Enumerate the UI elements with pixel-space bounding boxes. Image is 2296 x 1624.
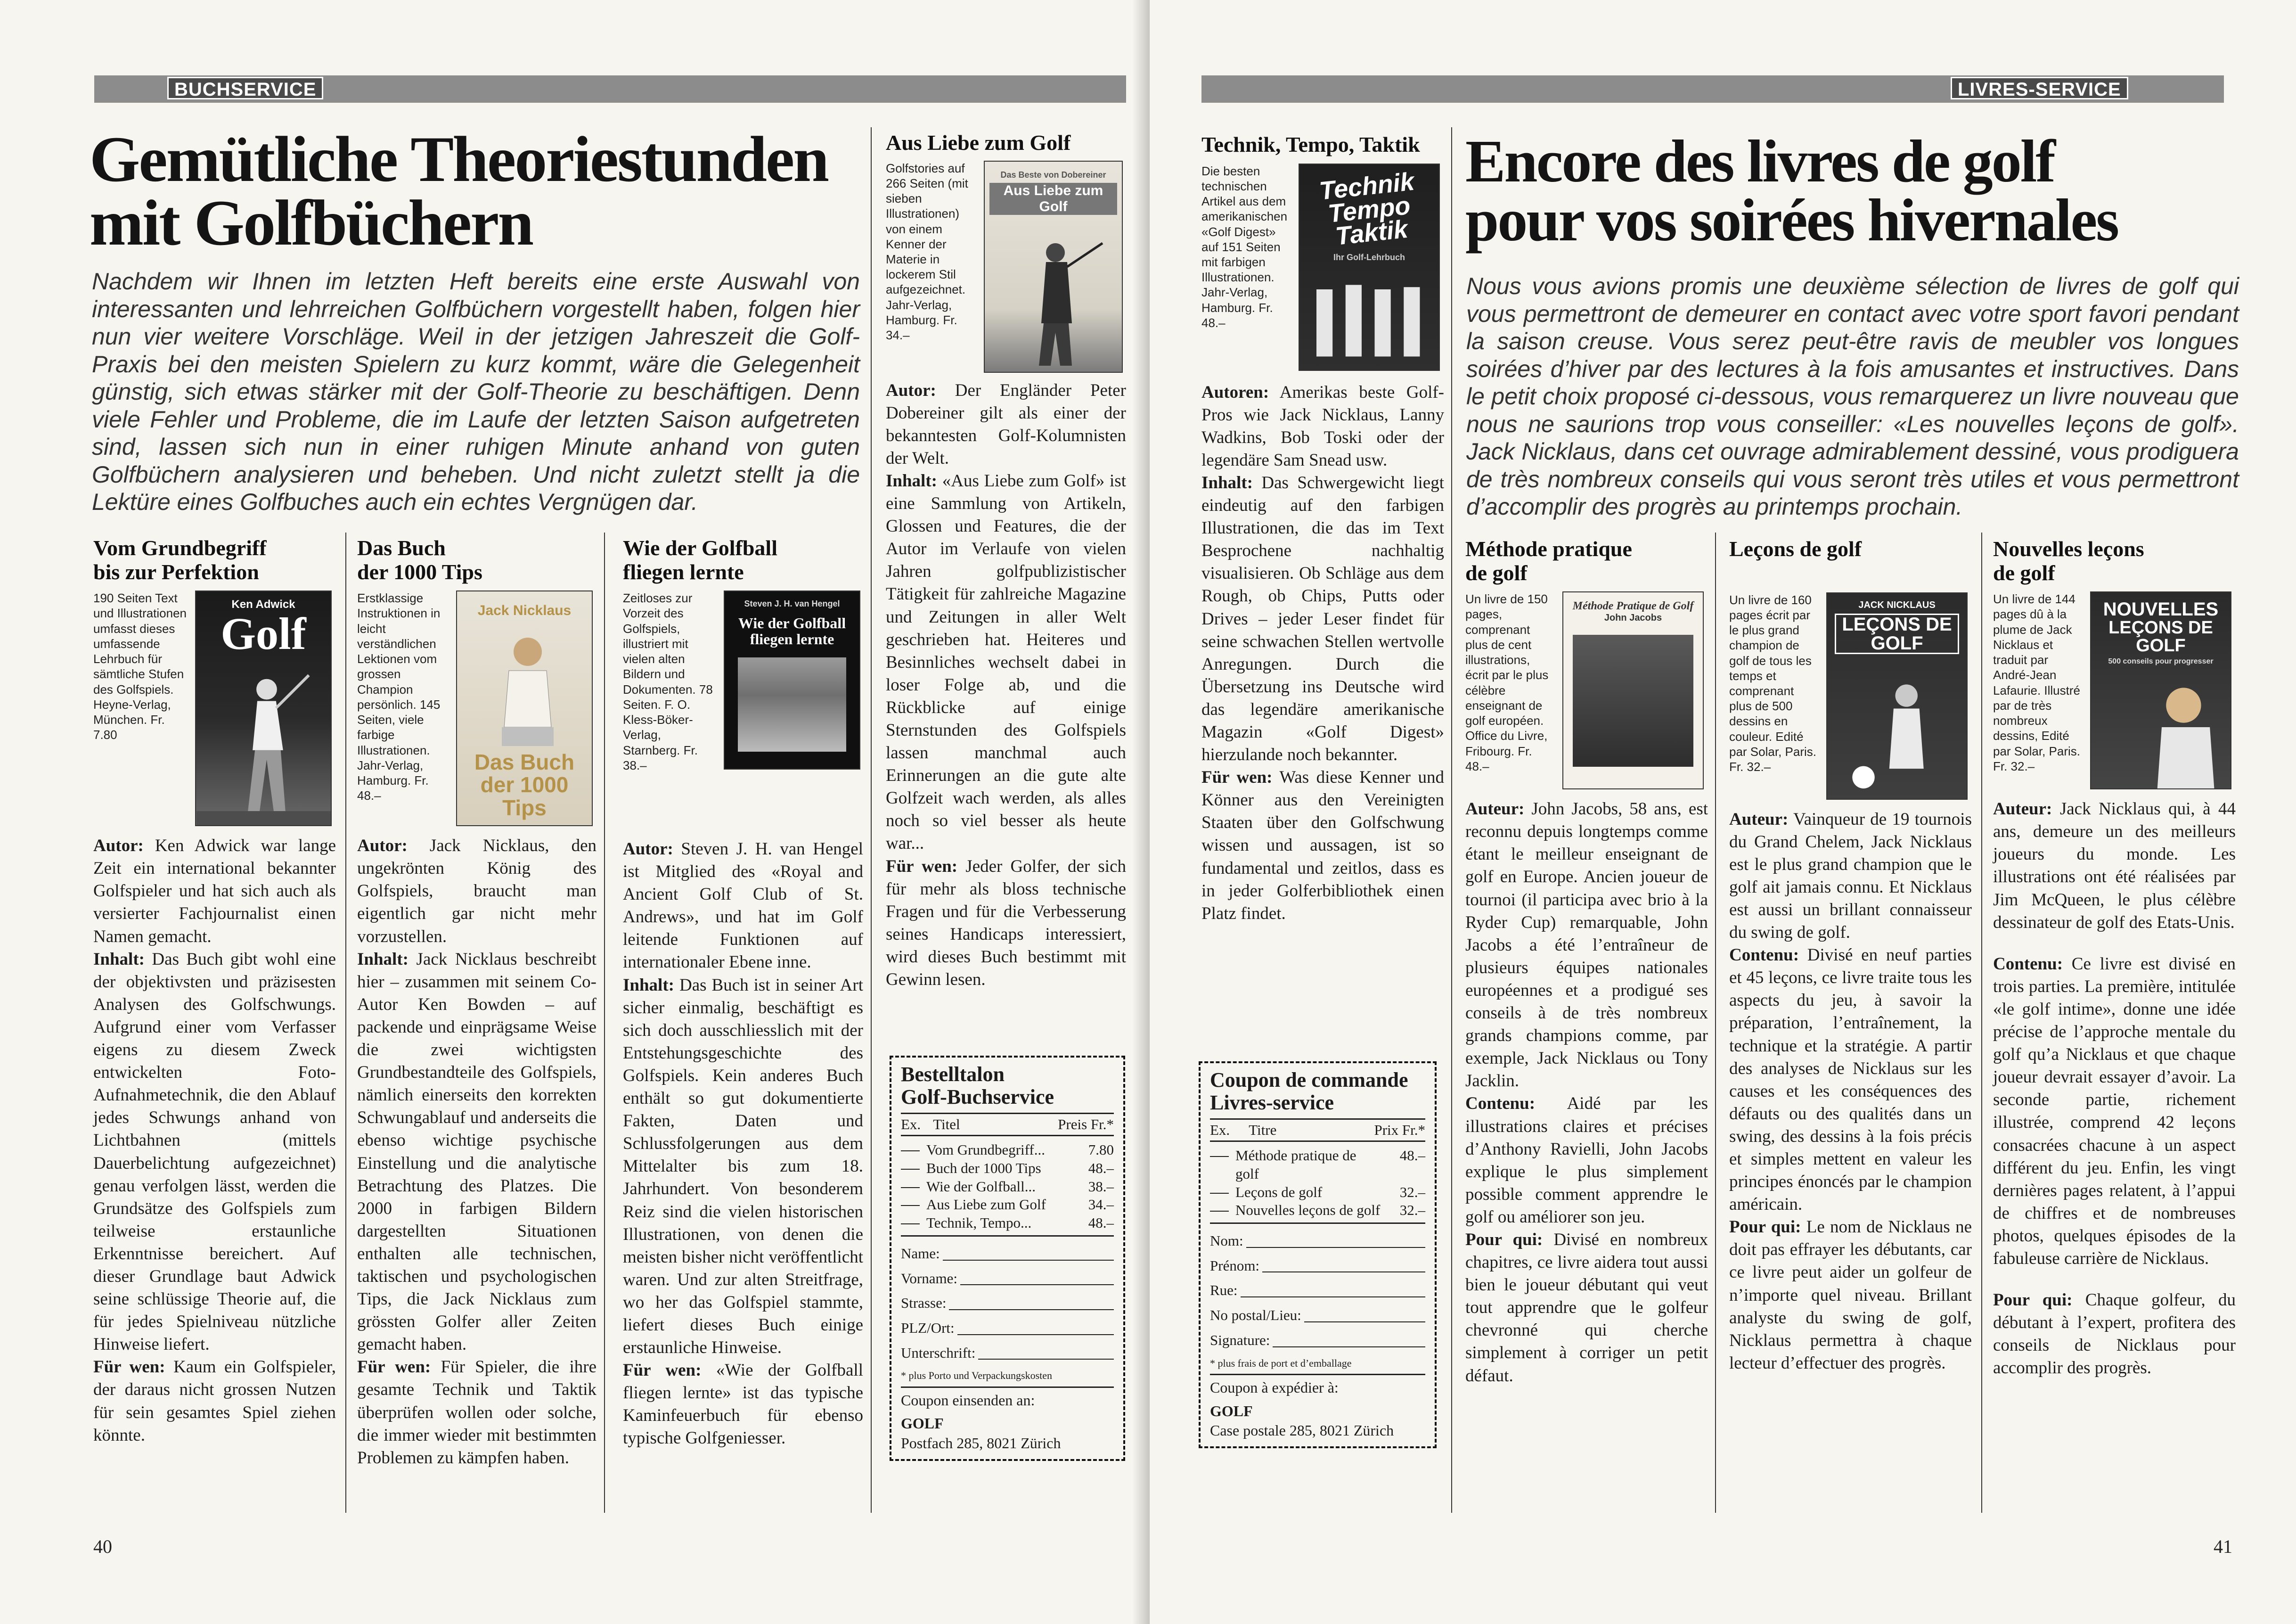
first-name-field[interactable]: Prénom: bbox=[1210, 1254, 1425, 1279]
coupon-item[interactable]: Technik, Tempo... 48.– bbox=[901, 1214, 1114, 1237]
book-caption: Un livre de 150 pages, comprenant plus de cent illustrations, écrit par le plus célèbre enseignant de golf européen. Office du Livre, Fribourg. Fr. 48.– bbox=[1465, 592, 1549, 773]
coupon-address: Postfach 285, 8021 Zürich bbox=[901, 1435, 1061, 1452]
book-title: Vom Grundbegriff bis zur Perfektion bbox=[93, 536, 267, 584]
golfer-illustration bbox=[1827, 657, 1968, 799]
name-field[interactable]: Name: bbox=[901, 1241, 1114, 1266]
column-rule bbox=[871, 127, 872, 1513]
book-title: Technik, Tempo, Taktik bbox=[1201, 132, 1420, 156]
book-cover: Technik Tempo Taktik Ihr Golf-Lehrbuch bbox=[1299, 164, 1440, 371]
book-title: Méthode pratique de golf bbox=[1465, 537, 1632, 585]
signature-field[interactable]: Signature: bbox=[1210, 1328, 1425, 1353]
book-caption: Erstklassige Instruktionen in leicht verständlichen Lektionen vom grossen Champion persönlich. 145 Seiten, viele farbige Illustrationen. Jahr-Verlag, Hamburg. Fr. 48.– bbox=[357, 591, 441, 803]
golfer-illustration bbox=[985, 215, 1123, 370]
book-text: Auteur: Vainqueur de 19 tournois du Grand Chelem, Jack Nicklaus est le plus grand champion que le golf ait jamais connu. Et Nicklaus est aussi un brillant connaisseur du swing de golf. Contenu: Divisé en neuf parties et 45 leçons, ce livre traite tous les aspects du jeu, à savoir la préparation, l’entraînement, la technique et la stratégie. A partir des analyses de Nicklaus sur les causes et les conséquences des défauts ou des qualités dans un swing, des dessins à la fois précis et simples mettent en valeur les principes énoncés par le champion américain. Pour qui: Le nom de Nicklaus ne doit pas effrayer les débutants, car ce livre peut aider un golfeur de n’importe quel niveau. Brillant analyste du swing de golf, Nicklaus permettra à chaque lecteur d’effectuer des progrès. bbox=[1729, 809, 1972, 1373]
coupon-item[interactable]: Leçons de golf 32.– bbox=[1210, 1183, 1425, 1202]
coupon-item[interactable]: Vom Grundbegriff... 7.80 bbox=[901, 1141, 1114, 1159]
book-caption: Zeitloses zur Vorzeit des Golfspiels, illustriert mit vielen alten Bildern und Dokumenten. 78 Seiten. F. O. Kless-Böker-Verlag, Starnberg. Fr. 38.– bbox=[623, 591, 713, 772]
first-name-field[interactable]: Vorname: bbox=[901, 1266, 1114, 1291]
book-caption: 190 Seiten Text und Illustrationen umfasst dieses umfassende Lehrbuch für sämtliche Stufen des Golfspiels. Heyne-Verlag, München. Fr. 7.80 bbox=[93, 591, 187, 742]
coupon-item[interactable]: Wie der Golfball... 38.– bbox=[901, 1178, 1114, 1196]
cover-photo bbox=[1573, 635, 1693, 767]
book-cover: Steven J. H. van Hengel Wie der Golfball fliegen lernte bbox=[724, 591, 860, 770]
book-text: Autor: Der Engländer Peter Dobereiner gilt als einer der bekanntesten Golf-Kolumnisten der Welt. Inhalt: «Aus Liebe zum Golf» ist eine Sammlung von Artikeln, Glossen und Features, die der Autor im Verlaufe von vielen Jahren golfpublizistischer Tätigkeit für zahlreiche Magazine und Zeitungen in aller Welt geschrieben hat. Heiteres und Besinnliches wechselt dabei in loser Folge ab, und die Rückblicke auf einige Sternstunden des Golfspiels lassen manchmal auch Erinnerungen an die gute alte Golfzeit wach werden, als alles noch so viel besser als heute war... Für wen: Jeder Golfer, der sich für mehr als bloss technische Fragen und für die Verbesserung seines Handicaps interessiert, wird dieses Buch bestimmt mit Gewinn lesen. bbox=[886, 380, 1126, 990]
column-rule bbox=[1981, 533, 1982, 1513]
book-text: Autor: Jack Nicklaus, den ungekrönten König des Golfspiels, braucht man eigentlich gar nicht mehr vorzustellen. Inhalt: Jack Nicklaus beschreibt hier – zusammen mit seinem Co-Autor Ken Bowden – auf packende und einprägsame Weise die zwei wichtigsten Grundbestandteile des Golfspiels, nämlich einerseits den korrekten Schwungablauf und anderseits die ebenso wichtige psychische Einstellung und die analytische Betrachtung des Platzes. Die 2000 in farbigen Bildern dargestellten Situationen enthalten alle technischen, taktischen und psychologischen Tips, die Jack Nicklaus zum grössten Golfer aller Zeiten gemacht haben. Für wen: Für Spieler, die ihre gesamte Technik und Taktik überprüfen wollen oder solche, die immer wieder mit bestimmten Problemen zu kämpfen haben. bbox=[357, 836, 596, 1468]
coupon-title: Bestelltalon Golf-Buchservice bbox=[901, 1063, 1054, 1109]
right-page bbox=[1150, 0, 2296, 1624]
order-coupon[interactable] bbox=[890, 1056, 1125, 1461]
book-cover: Méthode Pratique de Golf John Jacobs bbox=[1562, 591, 1704, 789]
coupon-send-label: Coupon à expédier à: bbox=[1210, 1374, 1425, 1398]
book-text: Autor: Ken Adwick war lange Zeit ein international bekannter Golfspieler und hat sich auch als versierter Fachjournalist einen Namen gemacht. Inhalt: Das Buch gibt wohl eine der objektivsten und präzisesten Analysen des Golfschwungs. Aufgrund einer vom Verfasser eigens zu diesem Zweck entwickelten Foto-Aufnahmetechnik, die den Ablauf jedes Schwungs anhand von Lichtbahnen (mittels Dauerbelichtung aufgezeichnet) genau verfolgen lässt, werden die Grundsätze des Golfspiels zum teilweise erstaunliche Erkenntnisse bereichert. Auf dieser Grundlage baut Adwick seine schlüssige Theorie auf, die für jedes Spielniveau nützliche Hinweise liefert. Für wen: Kaum ein Golfspieler, der daraus nicht grossen Nutzen für sein gesamtes Spiel ziehen könnte. bbox=[93, 836, 336, 1445]
book-cover: Ken Adwick Golf bbox=[195, 591, 332, 826]
lede: Nous vous avions promis une deuxième sélection de livres de golf qui vous permettront de demeurer en contact avec votre sport favori pendant la saison creuse. Vous serez peut-être ravis de meubler vos longues soirées d’hiver par des lectures à la fois amusantes et instructives. Dans le petit choix proposé ci-dessous, vous remarquerez un livre nouveau que nous ne saurions trop vous conseiller: «Les nouvelles leçons de golf». Jack Nicklaus, dans cet ouvrage admirablement dessiné, vous prodiguera de très nombreux conseils qui vous seront très utiles et vous permettront d’accomplir des progrès au printemps prochain. bbox=[1466, 273, 2239, 520]
golfer-illustration bbox=[2091, 666, 2231, 788]
headline: Encore des livres de golf pour vos soirées hivernales bbox=[1465, 128, 2118, 254]
coupon-note: * plus Porto und Verpackungskosten bbox=[901, 1370, 1053, 1382]
coupon-item[interactable]: Méthode pratique de golf 48.– bbox=[1210, 1147, 1425, 1183]
street-field[interactable]: Strasse: bbox=[901, 1291, 1114, 1316]
book-cover: NOUVELLES LEÇONS DE GOLF 500 conseils pour progresser bbox=[2090, 591, 2231, 789]
column-rule bbox=[345, 533, 346, 1513]
coupon-title: Coupon de commande Livres-service bbox=[1210, 1068, 1408, 1115]
street-field[interactable]: Rue: bbox=[1210, 1278, 1425, 1303]
book-title: Das Buch der 1000 Tips bbox=[357, 536, 482, 584]
headline: Gemütliche Theoriestunden mit Golfbüchern bbox=[90, 123, 828, 259]
book-caption: Golfstories auf 266 Seiten (mit sieben Illustrationen) von einem Kenner der Materie in lockerem Stil aufgezeichnet. Jahr-Verlag, Hamburg. Fr. 34.– bbox=[886, 161, 968, 343]
book-text: Autoren: Amerikas beste Golf-Pros wie Jack Nicklaus, Lanny Wadkins, Bob Toski oder der legendäre Sam Snead usw. Inhalt: Das Schwergewicht liegt eindeutig auf den farbigen Illustrationen, die das im Text Besprochene nachhaltig visualisieren. Ob Schläge aus dem Rough, ob Chips, Putts oder Drives – jeder Leser findet für seine schwachen Stellen wertvolle Anregungen. Durch die Übersetzung ins Deutsche wird das legendäre amerikanische Magazin «Golf Digest» hierzulande noch bekannter. Für wen: Was diese Kenner und Könner aus den Vereinigten Staaten über den Golfschwung wissen und aussagen, ist so fundamental und zeitlos, dass es in jeder Golferbibliothek einen Platz findet. bbox=[1201, 382, 1444, 923]
book-cover: JACK NICKLAUS LEÇONS DE GOLF bbox=[1826, 592, 1968, 800]
book-methode-pratique bbox=[1465, 537, 1708, 1387]
left-page bbox=[0, 0, 1140, 1624]
coupon-header: Ex. Titel Preis Fr.* bbox=[901, 1113, 1114, 1136]
book-vom-grundbegriff bbox=[93, 536, 336, 1447]
book-caption: Die besten technischen Artikel aus dem amerikanischen «Golf Digest» auf 151 Seiten mit farbigen Illustrationen. Jahr-Verlag, Hamburg. Fr. 48.– bbox=[1201, 164, 1288, 330]
column-rule bbox=[604, 533, 605, 1513]
coupon-address: Case postale 285, 8021 Zürich bbox=[1210, 1422, 1394, 1439]
column-rule bbox=[1451, 127, 1452, 1513]
book-title: Leçons de golf bbox=[1729, 537, 1862, 561]
book-cover: Das Beste von Dobereiner Aus Liebe zum Golf bbox=[984, 161, 1123, 373]
coupon-address-name: GOLF bbox=[1210, 1402, 1253, 1419]
golfer-illustration bbox=[457, 619, 593, 751]
column-rule bbox=[1715, 533, 1716, 1513]
cover-picture bbox=[738, 657, 846, 752]
book-cover: Jack Nicklaus Das Buch der 1000 Tips bbox=[456, 591, 593, 826]
postcode-city-field[interactable]: PLZ/Ort: bbox=[901, 1316, 1114, 1341]
book-aus-liebe bbox=[886, 131, 1126, 991]
postcode-city-field[interactable]: No postal/Lieu: bbox=[1210, 1303, 1425, 1328]
book-title: Wie der Golfball fliegen lernte bbox=[623, 536, 777, 584]
section-label: LIVRES-SERVICE bbox=[1951, 77, 2128, 99]
golfers-illustration bbox=[1299, 262, 1440, 370]
section-label: BUCHSERVICE bbox=[167, 77, 323, 99]
coupon-address-name: GOLF bbox=[901, 1415, 944, 1432]
coupon-item[interactable]: Nouvelles leçons de golf 32.– bbox=[1210, 1201, 1425, 1224]
coupon-header: Ex. Titre Prix Fr.* bbox=[1210, 1118, 1425, 1142]
book-caption: Un livre de 144 pages dû à la plume de Jack Nicklaus et traduit par André-Jean Lafaurie. Illustré par de très nombreux dessins, Edité par Solar, Paris. Fr. 32.– bbox=[1993, 592, 2080, 773]
book-title: Nouvelles leçons de golf bbox=[1993, 537, 2144, 585]
book-lecons-de-golf bbox=[1729, 537, 1972, 1375]
coupon-item[interactable]: Aus Liebe zum Golf 34.– bbox=[901, 1196, 1114, 1214]
book-golfball bbox=[623, 536, 863, 1450]
last-name-field[interactable]: Nom: bbox=[1210, 1229, 1425, 1254]
golfer-illustration bbox=[196, 656, 332, 825]
page-number: 41 bbox=[2214, 1536, 2232, 1557]
book-text: Auteur: Jack Nicklaus qui, à 44 ans, demeure un des meilleurs joueurs du monde. Les illustrations ont été réalisées par Jim McQueen, le plus célèbre dessinateur de golf des Etats-Unis. Contenu: Ce livre est divisé en trois parties. La première, intitulée «le golf intime», donne une idée précise de l’approche mentale du golf qu’a Nicklaus et que chaque joueur devrait essayer d’avoir. La seconde partie, richement illustrée, comprend 42 leçons consacrées chacune à un aspect différent du jeu. Enfin, les vingt dernières pages relatent, à l’appui de chiffres et de nombreuses photos, quelques épisodes de la fabuleuse carrière de Nicklaus. Pour qui: Chaque golfeur, du débutant à l’expert, profitera des conseils de Nicklaus pour accomplir des progrès. bbox=[1993, 799, 2236, 1378]
book-caption: Un livre de 160 pages écrit par le plus grand champion de golf de tous les temps et comprenant plus de 500 dessins en couleur. Edité par Solar, Paris. Fr. 32.– bbox=[1729, 592, 1816, 774]
book-text: Autor: Steven J. H. van Hengel ist Mitglied des «Royal and Ancient Golf Club of St. Andrews», und hat im Golf leitende Funktionen auf internationaler Ebene inne. Inhalt: Das Buch ist in seiner Art sicher einmalig, beschäftigt es sich doch ausschliesslich mit der Entstehungsgeschichte des Golfspiels. Kein anderes Buch enthält so gut dokumentierte Fakten, Daten und Schlussfolgerungen aus dem Mittelalter bis zum 18. Jahrhundert. Von besonderem Reiz sind die vielen historischen Illustrationen, von denen die meisten bisher nicht veröffentlicht waren. Und zur alten Streitfrage, wo her das Golfspiel stammte, liefert dieses Buch einige erstaunliche Hinweise. Für wen: «Wie der Golfball fliegen lernte» ist das typische Kaminfeuerbuch für ebenso typische Golfgeniesser. bbox=[623, 839, 863, 1448]
page-number: 40 bbox=[93, 1536, 112, 1557]
coupon-item[interactable]: Buch der 1000 Tips 48.– bbox=[901, 1159, 1114, 1178]
coupon-note: * plus frais de port et d’emballage bbox=[1210, 1357, 1352, 1369]
book-1000-tips bbox=[357, 536, 596, 1469]
lede: Nachdem wir Ihnen im letzten Heft bereits eine erste Auswahl von interessanten und lehrreichen Golfbüchern vorgestellt haben, folgen hier nun vier weitere Vorschläge. Weil in der jetzigen Jahreszeit die Golf-Praxis bei den meisten Spielern zu kurz kommt, wäre die Gelegenheit günstig, sich etwas stärker mit der Golf-Theorie zu beschäftigen. Denn viele Fehler und Probleme, die im Laufe der letzten Saison aufgetreten sind, lassen sich nun in einer ruhigen Minute anhand von guten Golfbüchern analysieren und beheben. Und nicht zuletzt stellt ja die Lektüre eines Golfbuches auch ein echtes Vergnügen dar. bbox=[92, 268, 860, 515]
coupon-send-label: Coupon einsenden an: bbox=[901, 1386, 1114, 1411]
book-nouvelles-lecons bbox=[1993, 537, 2236, 1379]
order-coupon[interactable] bbox=[1199, 1061, 1437, 1448]
signature-field[interactable]: Unterschrift: bbox=[901, 1341, 1114, 1366]
book-title: Aus Liebe zum Golf bbox=[886, 131, 1071, 155]
book-text: Auteur: John Jacobs, 58 ans, est reconnu depuis longtemps comme étant le meilleur enseignant de golf en Europe. Ancien joueur de tournoi (il participa avec brio à la Ryder Cup) remarquable, John Jacobs a été l’entraîneur de plusieurs équipes nationales européennes et a prodigué ses conseils à de très nombreux grands champions comme, par exemple, Jack Nicklaus ou Tony Jacklin. Contenu: Aidé par les illustrations claires et précises d’Anthony Ravielli, John Jacobs explique le plus simplement possible comment apprendre le golf ou améliorer son jeu. Pour qui: Divisé en nombreux chapitres, ce livre aidera tout aussi bien le joueur débutant qui veut tout apprendre que le golfeur chevronné qui cherche simplement à corriger un petit défaut. bbox=[1465, 799, 1708, 1386]
book-technik-tempo bbox=[1201, 133, 1444, 925]
